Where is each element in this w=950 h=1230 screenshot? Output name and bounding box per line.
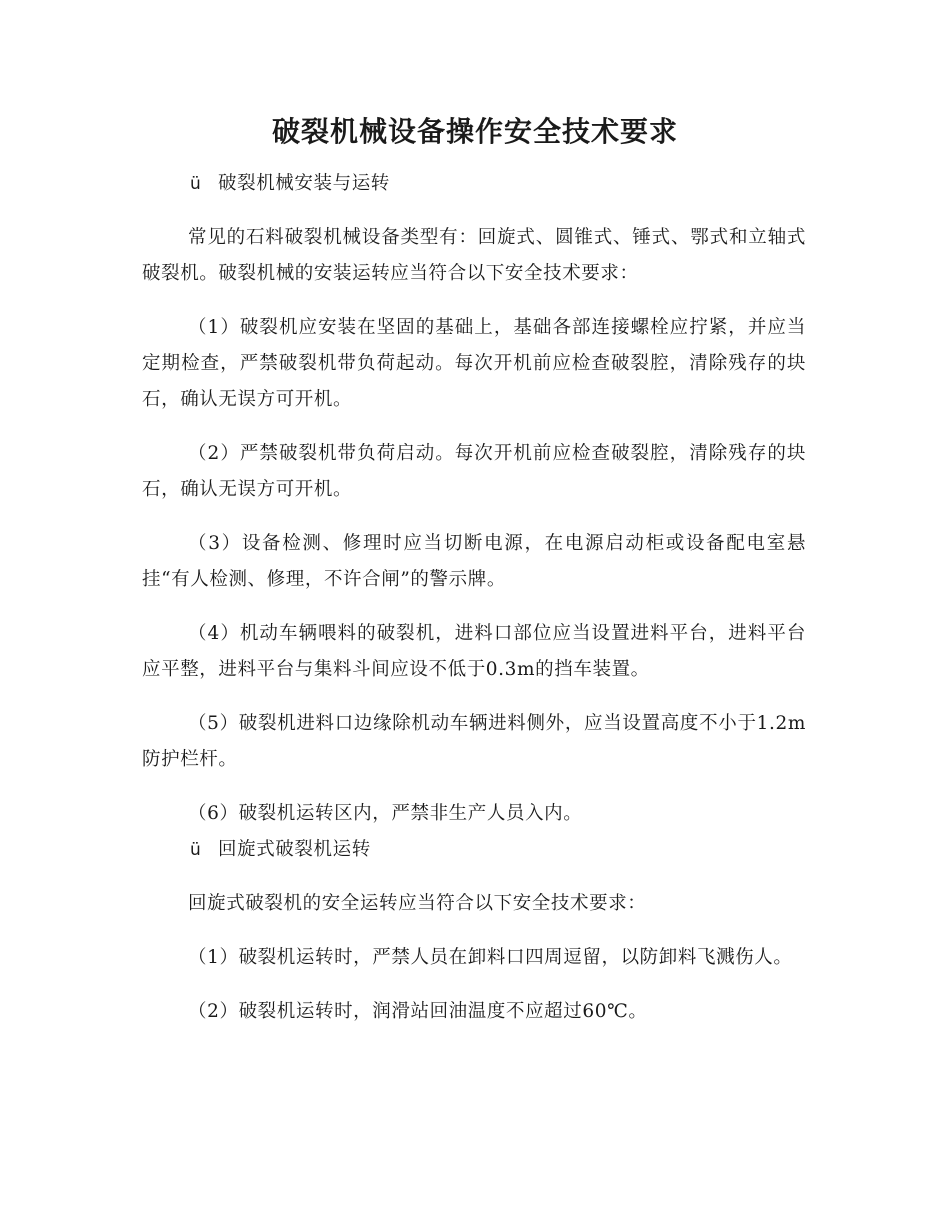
- section-heading-installation: [142, 166, 806, 202]
- requirement-item: （2）破裂机运转时，润滑站回油温度不应超过60℃。: [188, 1001, 648, 1022]
- section-heading-text: 破裂机械安装与运转: [218, 173, 390, 194]
- document-body: [142, 166, 806, 1030]
- section-intro: 常见的石料破裂机械设备类型有：回旋式、圆锥式、锤式、鄂式和立轴式破裂机。破裂机械的安装运转应当符合以下安全技术要求：: [142, 227, 806, 284]
- document-title: 破裂机械设备操作安全技术要求: [271, 115, 678, 148]
- requirement-item: （4）机动车辆喂料的破裂机，进料口部位应当设置进料平台，进料平台应平整，进料平台与集料斗间应设不低于0.3m的挡车装置。: [142, 623, 806, 680]
- requirement-item: （6）破裂机运转区内，严禁非生产人员入内。: [188, 803, 583, 824]
- section-heading-gyratory: [142, 832, 806, 868]
- checkmark-bullet-icon: ü: [190, 840, 202, 860]
- section-intro: 回旋式破裂机的安全运转应当符合以下安全技术要求：: [188, 893, 647, 914]
- checkmark-bullet-icon: ü: [190, 174, 202, 194]
- requirement-item: （3）设备检测、修理时应当切断电源，在电源启动柜或设备配电室悬挂“有人检测、修理，不许合闸”的警示牌。: [142, 533, 806, 590]
- requirement-item: （1）破裂机应安装在坚固的基础上，基础各部连接螺栓应拧紧，并应当定期检查，严禁破裂机带负荷起动。每次开机前应检查破裂腔，清除残存的块石，确认无误方可开机。: [142, 317, 806, 410]
- requirement-item: （2）严禁破裂机带负荷启动。每次开机前应检查破裂腔，清除残存的块石，确认无误方可开机。: [142, 443, 806, 500]
- requirement-item: （5）破裂机进料口边缘除机动车辆进料侧外，应当设置高度不小于1.2m防护栏杆。: [142, 713, 806, 770]
- section-heading-text: 回旋式破裂机运转: [218, 839, 371, 860]
- requirement-item: （1）破裂机运转时，严禁人员在卸料口四周逗留，以防卸料飞溅伤人。: [188, 947, 793, 968]
